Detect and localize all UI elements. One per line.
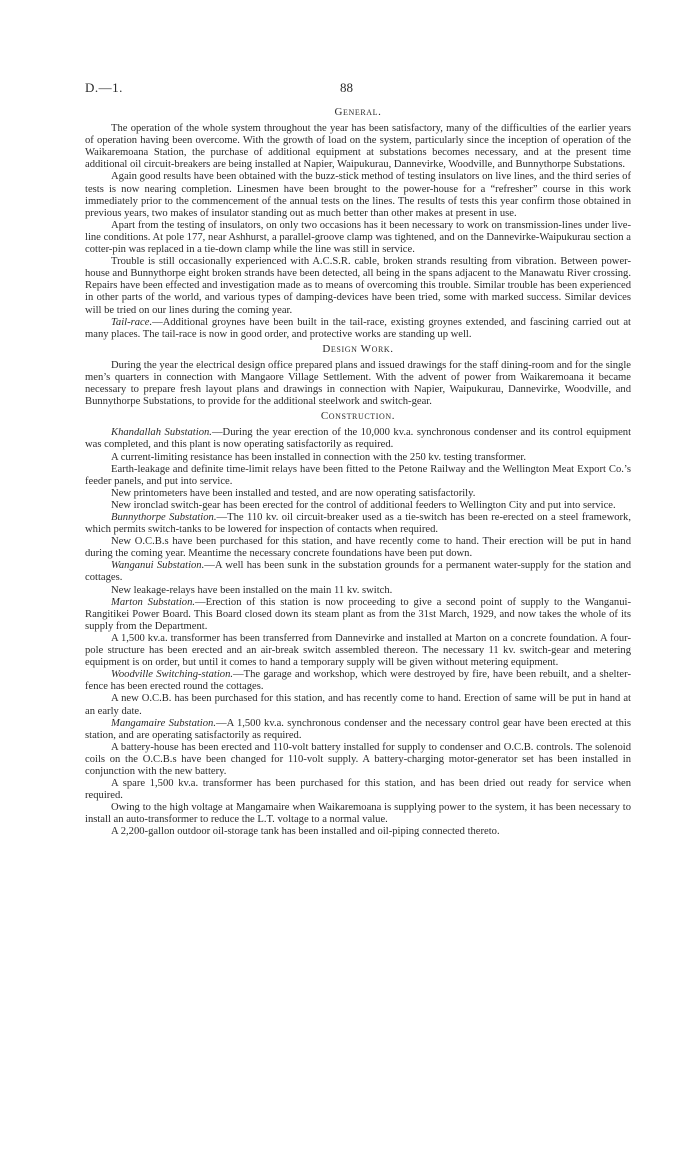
document-reference: D.—1.: [85, 80, 123, 95]
paragraph-lead: Wanganui Substation.: [111, 560, 205, 572]
paragraph-text: —During the year erection of the 10,000 kv.a. synchronous condenser and its control equipment was completed, and this plant is now operating satisfactorily as required.: [85, 427, 632, 451]
paragraph-text: —The garage and workshop, which were destroyed by fire, have been rebuilt, and a shelter-fence has been erected round the cottages.: [85, 669, 631, 693]
paragraph: [85, 560, 631, 584]
page-number: 88: [340, 80, 353, 95]
section-heading-design-work: Design Work.: [322, 342, 394, 355]
paragraph: During the year the electrical design office prepared plans and issued drawings for the staff dining-room and for the single men’s quarters in connection with Mangaore Village Settlement. With the advent of power from Waikaremoana it became necessary to prepare fresh layout plans and drawings in connection with Napier, Waipukurau, Dannevirke, Woodville, and Bunnythorpe Substations, to provide for the additional steelwork and switch-gear.: [85, 359, 631, 408]
section-heading-general: General.: [334, 106, 382, 118]
paragraph: [85, 597, 631, 633]
paragraph-text: —A well has been sunk in the substation grounds for a permanent water-supply for the station and cottages.: [85, 560, 632, 584]
paragraph-lead: Bunnythorpe Substation.: [111, 512, 217, 523]
paragraph: New ironclad switch-gear has been erected for the control of additional feeders to Wellington City and put into service.: [111, 499, 616, 511]
paragraph: A battery-house has been erected and 110-volt battery installed for supply to condenser and O.C.B. controls. The solenoid coils on the O.C.B.s have been changed for 110-volt supply. A battery-charging motor-generator set has been installed in conjunction with the new battery.: [85, 741, 631, 777]
paragraph: New O.C.B.s have been purchased for this station, and have recently come to hand. Their erection will be put in hand during the coming year. Meantime the necessary concrete foundations have been put down.: [85, 536, 631, 560]
paragraph-lead: Mangamaire Substation.: [111, 717, 216, 729]
paragraph: A 1,500 kv.a. transformer has been transferred from Dannevirke and installed at Marton on a concrete foundation. A four-pole structure has been erected and an air-break switch assembled thereon. The necessary 11 kv. switch-gear and metering equipment is on order, but until it comes to hand a temporary supply will be given without metering equipment.: [85, 632, 631, 669]
paragraph: [85, 317, 631, 341]
paragraph: New leakage-relays have been installed on the main 11 kv. switch.: [111, 584, 393, 596]
paragraph: Owing to the high voltage at Mangamaire when Waikaremoana is supplying power to the system, it has been necessary to install an auto-transformer to reduce the L.T. voltage to a normal value.: [85, 802, 631, 826]
paragraph-lead: Tail-race.: [111, 316, 153, 328]
paragraph: [85, 718, 631, 742]
paragraph-lead: Marton Substation.: [111, 596, 196, 608]
paragraph: Earth-leakage and definite time-limit relays have been fitted to the Petone Railway and the Wellington Meat Export Co.’s feeder panels, and put into service.: [85, 463, 631, 487]
paragraph-text: —Erection of this station is now proceeding to give a second point of supply to the Wanganui-Rangitikei Power Board. This Board closed down its steam plant as from the 31st March, 1929, and now takes the whole of its supply from the Department.: [85, 596, 631, 632]
paragraph: A new O.C.B. has been purchased for this station, and has recently come to hand. Erection of same will be put in hand at an early date.: [85, 693, 631, 717]
paragraph: [85, 427, 631, 451]
paragraph-text: —Additional groynes have been built in the tail-race, existing groynes extended, and fascining carried out at many places. The tail-race is now in good order, and protective works are standing up well.: [85, 316, 631, 340]
paragraph: A current-limiting resistance has been installed in connection with the 250 kv. testing transformer.: [111, 451, 527, 463]
paragraph: New printometers have been installed and tested, and are now operating satisfactorily.: [111, 487, 476, 499]
paragraph: Apart from the testing of insulators, on only two occasions has it been necessary to work on transmission-lines under live-line conditions. At pole 177, near Ashhurst, a parallel-groove clamp was tightened, and on the Dannevirke-Waipukurau section a cotter-pin was replaced in a tie-down clamp while the line was still in service.: [85, 219, 631, 256]
paragraph: A 2,200-gallon outdoor oil-storage tank has been installed and oil-piping connected thereto.: [111, 826, 500, 838]
document-body: [85, 106, 631, 839]
paragraph: Trouble is still occasionally experienced with A.C.S.R. cable, broken strands resulting from vibration. Between power-house and Bunnythorpe eight broken strands have been detected, all being in the spans adjacent to the Manawatu River crossing. Repairs have been effected and investigation made as to means of overcoming this trouble. Similar trouble has been experienced in other parts of the world, and various types of damping-devices have been tried, some with marked success. Similar devices will be tried on our lines during the coming year.: [85, 256, 631, 316]
paragraph-lead: Khandallah Substation.: [111, 427, 212, 439]
paragraph-lead: Woodville Switching-station.: [111, 669, 234, 681]
paragraph: The operation of the whole system throughout the year has been satisfactory, many of the difficulties of the earlier years of operation having been overcome. With the growth of load on the system, particularly since the inception of operation of the Waikaremoana Station, the purchase of additional equipment at substations becomes necessary, and at the present time additional oil circuit-breakers are being installed at Napier, Waipukurau, Dannevirke, Woodville, and Bunnythorpe Substations.: [85, 123, 631, 171]
paragraph: [85, 512, 631, 536]
paragraph: Again good results have been obtained with the buzz-stick method of testing insulators on live lines, and the third series of tests is now nearing completion. Linesmen have been brought to the power-house for a “refresher” course in this work immediately prior to the commencement of the annual tests on the lines. The results of tests this year confirm those obtained in previous years, two makes of insulator standing out as much better than other makes at present in use.: [85, 171, 631, 219]
paragraph-text: —A 1,500 kv.a. synchronous condenser and the necessary control gear have been erected at this station, and are operating satisfactorily as required.: [85, 717, 631, 741]
section-heading-construction: Construction.: [320, 410, 396, 423]
paragraph: A spare 1,500 kv.a. transformer has been purchased for this station, and has been dried out ready for service when required.: [85, 778, 631, 802]
paragraph: [85, 669, 631, 693]
paragraph-text: —The 110 kv. oil circuit-breaker used as a tie-switch has been re-erected on a steel framework, which permits switch-tanks to be lowered for inspection of contacts when required.: [85, 512, 631, 536]
